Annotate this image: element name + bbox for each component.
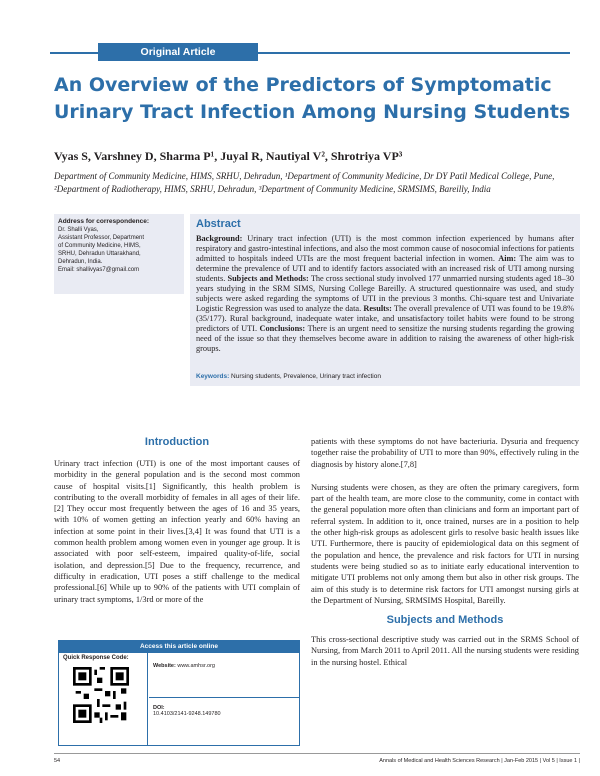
access-online-box (58, 640, 300, 746)
correspondence-line: Dr. Shalli Vyas, (58, 227, 99, 233)
results-label: Results: (363, 304, 392, 313)
abstract-heading: Abstract (196, 218, 241, 230)
conclusions-label: Conclusions: (259, 324, 306, 333)
background-label: Background: (196, 234, 243, 243)
access-divider (149, 697, 299, 698)
keywords-text: Nursing students, Prevalence, Urinary tract infection (231, 373, 381, 380)
correspondence-line: SRHU, Dehradun Uttarakhand, (58, 251, 141, 257)
left-column (54, 436, 300, 613)
correspondence-line: Dehradun, India. (58, 259, 103, 265)
correspondence-box (54, 214, 184, 294)
title-line-1: An Overview of the Predictors of Symptomatic (54, 74, 552, 96)
keywords (196, 373, 381, 380)
correspondence-line: of Community Medicine, HIMS, (58, 243, 141, 249)
keywords-label: Keywords: (196, 373, 230, 380)
methods-label: Subjects and Methods: (227, 274, 309, 283)
right-paragraph-3: This cross-sectional descriptive study was carried out in the SRMS School of Nursing, from March 2011 to April 2011. All the nursing students were residing in the nursing hostel. Ethical (311, 635, 579, 667)
footer (54, 758, 580, 764)
article-title (54, 72, 574, 126)
article-type-tag: Original Article (98, 43, 258, 61)
website-label: Website: (153, 663, 176, 669)
right-column-text (311, 436, 579, 606)
methods-section-text (311, 634, 579, 668)
aim-label: Aim: (498, 254, 517, 263)
results-text: The overall prevalence of UTI was found to be 19.8% (35/177). Rural background, inadequate water intake, and unsatisfactory toilet habits were found to be strong predictors of UTI. (196, 304, 574, 333)
abstract-text (196, 234, 574, 354)
methods-heading: Subjects and Methods (386, 614, 504, 627)
website-link[interactable]: www.amhsr.org (177, 663, 215, 669)
footer-rule (54, 753, 580, 754)
doi-row (153, 705, 221, 717)
correspondence-label: Address for correspondence: (58, 218, 150, 225)
introduction-text (54, 458, 300, 605)
intro-paragraph: Urinary tract infection (UTI) is one of the most important causes of morbidity in the general population and is the second most common cause of hospital visits.[1] Significantly, this health problem is contributing to the overall morbidity of females in all ages of their life.[2] They occur most frequently between the ages of 16 and 35 years, with 10% of women getting an infection yearly and 60% having an infection at some point in their lives.[3,4] It was found that UTI is a common health problem among women even in younger age group. It is associated with poor self-esteem, impaired quality-of-life, social isolation, and depression.[5] Due to the frequency, recurrence, and difficulty in eradication, UTI poses a stiff challenge to the medical professional.[6] While up to 90% of the patients with UTI complain of urinary tract symptoms, 1/3rd or more of the (54, 459, 300, 604)
introduction-heading: Introduction (144, 436, 210, 448)
correspondence-line: Assistant Professor, Department (58, 235, 145, 241)
qr-code-icon[interactable] (73, 667, 129, 723)
affiliations: Department of Community Medicine, HIMS, SRHU, Dehradun, ¹Department of Community Medicine, Dr DY Patil Medical College, Pune, ²Department of Radiotherapy, HIMS, SRHU, Dehradun, ³Department of Community Medicine, SRMSIMS, Bareilly, India (54, 171, 555, 194)
journal-citation: Annals of Medical and Health Sciences Research | Jan-Feb 2015 | Vol 5 | Issue 1 | (379, 758, 580, 764)
access-heading: Access this article online (59, 641, 299, 653)
right-paragraph-2: Nursing students were chosen, as they are often the primary caregivers, form part of the health team, are more close to the community, come in contact with the general population more often than clinicians and form an important part of referral system. In addition to it, once trained, nurses are in a position to help the other high-risk groups as adolescent girls to resolve basic health issues like UTI. Furthermore, there is paucity of epidemiological data on this segment of the population and hence, the prevalence and risk factors for UTI in nursing students were being studied so as to initiate early educational intervention to mitigate UTI problems not only among them but also in other risk groups. The aim of this study is to determine risk factors for UTI amongst nursing girls at the Department of Nursing, SRMSIMS Hospital, Bareilly. (311, 482, 579, 605)
page-number: 54 (54, 758, 61, 764)
qr-panel (59, 653, 148, 745)
right-column (311, 436, 579, 676)
qr-label: Quick Response Code: (63, 655, 129, 661)
right-paragraph-1: patients with these symptoms do not have bacteriuria. Dysuria and frequency together raise the probability of UTI to more than 90%, effectively ruling in the diagnosis by history alone.[7,8] (311, 437, 579, 469)
author-list: Vyas S, Varshney D, Sharma P¹, Juyal R, Nautiyal V², Shrotriya VP³ (54, 149, 403, 163)
doi-label: DOI: (153, 705, 165, 711)
background-text: Urinary tract infection (UTI) is the most common infection experienced by humans after respiratory and gastro-intestinal infections, and also the most common cause of nosocomial infections for patients admitted to hospitals indeed UTIs are the most frequent bacterial infection in women. (196, 234, 574, 263)
aim-text: The aim was to determine the prevalence of UTI and to identify factors associated with an increased risk of UTI among nursing students. (196, 254, 574, 283)
abstract-box (190, 214, 580, 386)
conclusions-text: There is an urgent need to sensitize the nursing students regarding the growing need of the issue so that they themselves become aware in addition to raising the awareness of other high-risk groups. (196, 324, 574, 353)
title-line-2: Urinary Tract Infection Among Nursing Students (54, 101, 571, 123)
access-details (149, 653, 299, 745)
doi-value[interactable]: 10.4103/2141-9248.149780 (153, 711, 221, 717)
website-row (149, 653, 299, 669)
correspondence-email[interactable]: Email: shallivyas7@gmail.com (58, 267, 140, 273)
methods-text: The cross sectional study involved 177 unmarried nursing students aged 18–30 years studying in the SRM SIMS, Nursing College Bareilly. A structured questionnaire was used, and study subjects were asked regarding the symptoms of UTI in the previous 3 months. Chi-square test and Univariate Logistic Regression was used to analyze the data. (196, 274, 574, 313)
